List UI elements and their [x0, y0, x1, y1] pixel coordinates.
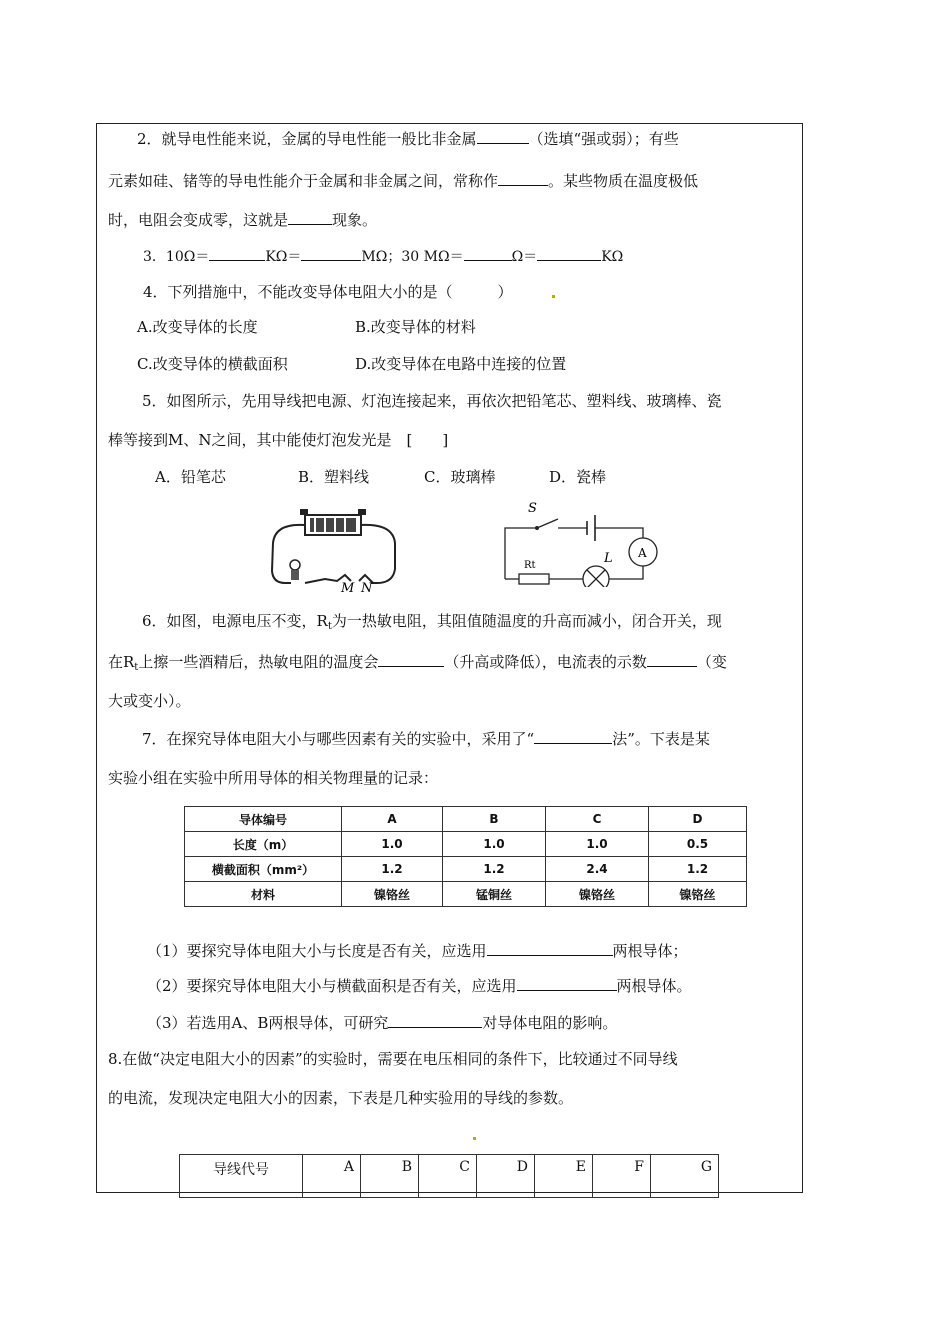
table-header-cell: A	[342, 807, 443, 832]
table-cell: 1.2	[649, 857, 747, 882]
q7-line1	[142, 729, 710, 749]
table-cell: 2.4	[546, 857, 649, 882]
q5-option-a: A．铅笔芯	[155, 468, 226, 486]
q6-line2	[108, 652, 727, 678]
table-cell: 镍铬丝	[546, 882, 649, 907]
table-cell: 1.0	[342, 832, 443, 857]
q4-option-a: A.改变导体的长度	[137, 318, 258, 336]
table-cell: 1.0	[546, 832, 649, 857]
stray-dot	[552, 295, 555, 298]
q3-line	[143, 246, 623, 267]
lamp-label: L	[604, 551, 613, 566]
q7-text: 两根导体；	[612, 942, 688, 960]
table-cell: 镍铬丝	[649, 882, 747, 907]
thermistor-circuit-figure	[500, 497, 665, 587]
table-cell: 1.2	[443, 857, 546, 882]
q7-sub1-blank[interactable]	[487, 941, 613, 956]
table-cell: 1.0	[443, 832, 546, 857]
q6-text: 为一热敏电阻，其阻值随温度的升高而减小，闭合开关，现	[331, 612, 722, 630]
battery-cells-icon	[310, 518, 356, 532]
q3-blank-1[interactable]	[209, 246, 265, 261]
table-header-cell: B	[443, 807, 546, 832]
q7-blank[interactable]	[534, 729, 612, 744]
table-cell: 长度（m）	[185, 832, 342, 857]
q6-text: 6．如图，电源电压不变，R	[142, 612, 328, 630]
q4-stem: 4．下列措施中，不能改变导体电阻大小的是（ ）	[143, 283, 513, 301]
q8-line1: 8.在做“决定电阻大小的因素”的实验时，需要在电压相同的条件下，比较通过不同导线	[108, 1050, 678, 1068]
q2-text: 现象。	[332, 211, 378, 229]
q2-line1	[137, 129, 679, 149]
conductor-table	[184, 806, 747, 907]
q5-line2: 棒等接到M、N之间，其中能使灯泡发光是 [ ]	[108, 431, 449, 449]
q6-text: （变	[696, 653, 727, 671]
q5-option-c: C．玻璃棒	[424, 468, 496, 486]
bulb-icon	[290, 560, 300, 570]
table-header-cell: F	[593, 1155, 651, 1198]
label-m: M	[341, 581, 355, 593]
q3-blank-3[interactable]	[464, 246, 512, 261]
table-cell: 横截面积（mm²）	[185, 857, 342, 882]
stray-dot	[473, 1137, 476, 1140]
q7-text: 法”。下表是某	[612, 730, 710, 748]
q2-text: 。某些物质在温度极低	[548, 172, 699, 190]
label-n: N	[361, 581, 373, 593]
table-row	[185, 882, 747, 907]
q6-subscript: t	[327, 621, 332, 632]
q5-option-d: D．瓷棒	[549, 468, 607, 486]
thermistor-label: Rt	[524, 560, 536, 571]
wire-icon	[272, 525, 305, 583]
lamp-icon	[583, 566, 609, 587]
table-header-cell: C	[419, 1155, 477, 1198]
table-cell: 材料	[185, 882, 342, 907]
q7-sub2	[147, 976, 692, 996]
ammeter-label: A	[638, 546, 647, 560]
q4-option-d: D.改变导体在电路中连接的位置	[355, 355, 567, 373]
q7-text: 对导体电阻的影响。	[482, 1014, 618, 1032]
q7-sub2-blank[interactable]	[517, 976, 617, 991]
table-cell: 镍铬丝	[342, 882, 443, 907]
table-row	[185, 832, 747, 857]
q5-line1: 5．如图所示，先用导线把电源、灯泡连接起来，再依次把铅笔芯、塑料线、玻璃棒、瓷	[142, 392, 722, 410]
thermistor-icon	[519, 574, 549, 584]
q3-blank-2[interactable]	[301, 246, 361, 261]
bulb-circuit-figure	[265, 503, 405, 593]
q2-line3	[108, 210, 377, 230]
table-cell: 1.2	[342, 857, 443, 882]
q7-text: （3）若选用A、B两根导体，可研究	[147, 1014, 389, 1032]
switch-icon	[537, 519, 558, 528]
table-header-cell: D	[649, 807, 747, 832]
q2-text: 时，电阻会变成零，这就是	[108, 211, 289, 229]
q7-text: 7．在探究导体电阻大小与哪些因素有关的实验中，采用了“	[142, 730, 535, 748]
switch-label: S	[528, 501, 537, 516]
table-row	[185, 807, 747, 832]
table-header-cell: 导体编号	[185, 807, 342, 832]
q6-blank-1[interactable]	[378, 652, 444, 667]
q2-line2	[108, 171, 698, 191]
q2-text: （选填“强或弱）；有些	[528, 130, 679, 148]
q4-option-b: B.改变导体的材料	[355, 318, 476, 336]
q2-blank-2[interactable]	[498, 171, 548, 186]
table-header-cell: C	[546, 807, 649, 832]
q3-text: KΩ＝	[265, 249, 302, 265]
q7-text: （1）要探究导体电阻大小与长度是否有关，应选用	[147, 942, 487, 960]
table-header-cell: A	[303, 1155, 361, 1198]
q2-blank-1[interactable]	[477, 129, 529, 144]
q7-sub3	[147, 1013, 617, 1033]
q8-line2: 的电流，发现决定电阻大小的因素，下表是几种实验用的导线的参数。	[108, 1089, 574, 1107]
table-header-cell: E	[535, 1155, 593, 1198]
q3-text: MΩ；30 MΩ＝	[361, 249, 464, 265]
q6-blank-2[interactable]	[647, 652, 697, 667]
q3-text: KΩ	[601, 249, 624, 265]
q3-text: 3．10Ω＝	[143, 249, 210, 265]
table-cell: 锰铜丝	[443, 882, 546, 907]
q7-text: 两根导体。	[616, 977, 692, 995]
q4-option-c: C.改变导体的横截面积	[137, 355, 288, 373]
q7-sub3-blank[interactable]	[388, 1013, 482, 1028]
table-header-cell: B	[361, 1155, 419, 1198]
q3-text: Ω＝	[511, 249, 538, 265]
q6-text: 在R	[108, 653, 135, 671]
q6-text: 上擦一些酒精后，热敏电阻的温度会	[138, 653, 379, 671]
q6-text: （升高或降低），电流表的示数	[444, 653, 647, 671]
table-header-cell: G	[651, 1155, 719, 1198]
q6-line1	[142, 611, 722, 637]
q7-line2: 实验小组在实验中所用导体的相关物理量的记录：	[108, 769, 439, 787]
q7-sub1	[147, 941, 688, 961]
table-row	[185, 857, 747, 882]
table-row	[180, 1155, 719, 1198]
q2-text: 元素如硅、锗等的导电性能介于金属和非金属之间，常称作	[108, 172, 499, 190]
table-header-cell: 导线代号	[180, 1155, 303, 1198]
q6-subscript: t	[134, 662, 139, 673]
wire-table	[179, 1154, 719, 1198]
q5-option-b: B．塑料线	[298, 468, 370, 486]
table-header-cell: D	[477, 1155, 535, 1198]
q2-text: 2．就导电性能来说，金属的导电性能一般比非金属	[137, 130, 477, 148]
q2-blank-3[interactable]	[288, 210, 332, 225]
q7-text: （2）要探究导体电阻大小与横截面积是否有关，应选用	[147, 977, 517, 995]
table-cell: 0.5	[649, 832, 747, 857]
q6-line3: 大或变小）。	[108, 692, 191, 710]
q3-blank-4[interactable]	[537, 246, 601, 261]
